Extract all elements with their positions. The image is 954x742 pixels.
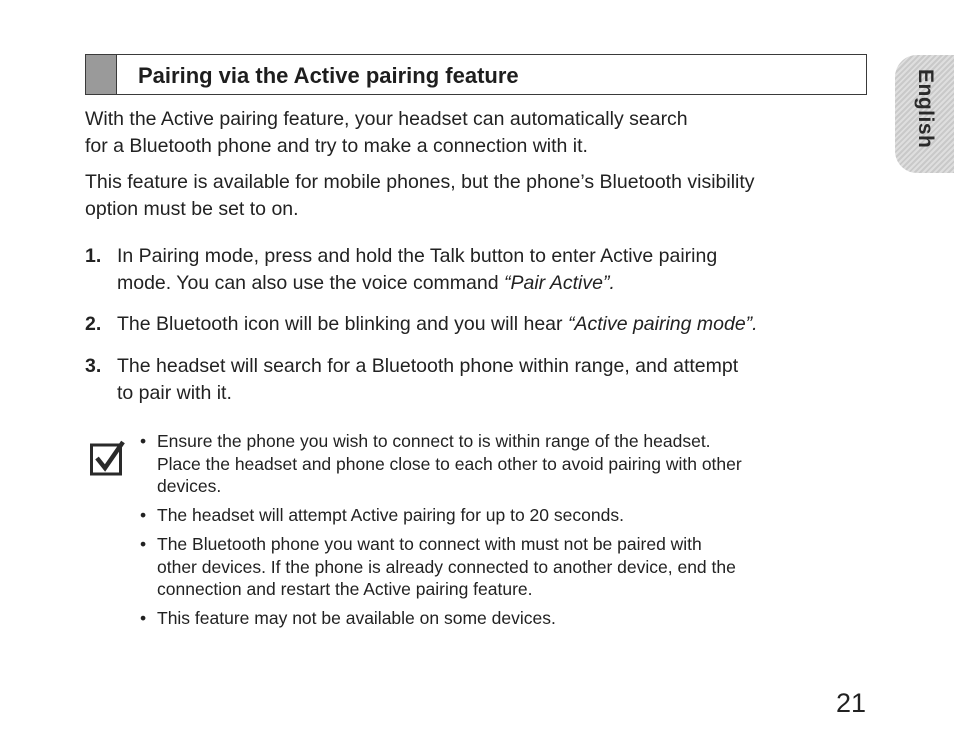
intro-paragraph-1-line-1: With the Active pairing feature, your headset can automatically search xyxy=(85,108,688,130)
step-3-line-2: to pair with it. xyxy=(117,381,232,404)
note-text xyxy=(157,430,742,498)
section-heading-box xyxy=(85,54,867,95)
note-1-line-2: Place the headset and phone close to each other to avoid pairing with other xyxy=(157,453,742,474)
intro-paragraph-2-line-1: This feature is available for mobile phones, but the phone’s Bluetooth visibility xyxy=(85,171,755,193)
voice-prompt-quote: “Active pairing mode”. xyxy=(567,313,758,335)
note-text xyxy=(157,533,736,601)
note-text xyxy=(157,504,624,527)
language-tab xyxy=(895,55,954,173)
intro-paragraph-1-line-2: for a Bluetooth phone and try to make a connection with it. xyxy=(85,134,588,157)
heading-marker xyxy=(86,55,117,94)
note-1-line-1: Ensure the phone you wish to connect to is within range of the headset. xyxy=(157,431,711,451)
note-3-line-1: The Bluetooth phone you want to connect with must not be paired with xyxy=(157,534,702,554)
language-tab-label: English xyxy=(914,69,937,149)
step-body xyxy=(117,353,738,406)
note-3-line-2: other devices. If the phone is already connected to another device, end the xyxy=(157,556,736,577)
step-1-line-2-text: mode. You can also use the voice command xyxy=(117,271,504,294)
page-number: 21 xyxy=(836,688,867,718)
bullet: • xyxy=(140,608,147,628)
checkbox-icon xyxy=(90,440,126,476)
step-number: 2. xyxy=(85,313,102,335)
step-2-line-1-text: The Bluetooth icon will be blinking and you will hear xyxy=(117,313,568,335)
step-body xyxy=(117,243,717,296)
step-1-line-1: In Pairing mode, press and hold the Talk button to enter Active pairing xyxy=(117,245,718,267)
step-1-line-2 xyxy=(117,270,717,297)
step-number: 3. xyxy=(85,355,102,377)
note-text xyxy=(157,607,556,630)
bullet: • xyxy=(140,534,147,554)
intro-paragraph-2-line-2: option must be set to on. xyxy=(85,197,299,220)
bullet: • xyxy=(140,505,147,525)
note-2-line-1: The headset will attempt Active pairing for up to 20 seconds. xyxy=(157,505,624,525)
note-1-line-3: devices. xyxy=(157,476,222,496)
step-body xyxy=(117,311,758,338)
section-heading: Pairing via the Active pairing feature xyxy=(138,63,519,88)
intro-paragraph-2 xyxy=(85,169,755,222)
step-2-line-1 xyxy=(117,311,758,338)
voice-command-quote: “Pair Active”. xyxy=(504,271,615,294)
intro-paragraph-1 xyxy=(85,106,688,159)
note-3-line-3: connection and restart the Active pairing feature. xyxy=(157,579,533,599)
step-3-line-1: The headset will search for a Bluetooth phone within range, and attempt xyxy=(117,355,739,377)
bullet: • xyxy=(140,431,147,451)
step-number: 1. xyxy=(85,245,102,267)
note-4-line-1: This feature may not be available on some devices. xyxy=(157,608,556,628)
